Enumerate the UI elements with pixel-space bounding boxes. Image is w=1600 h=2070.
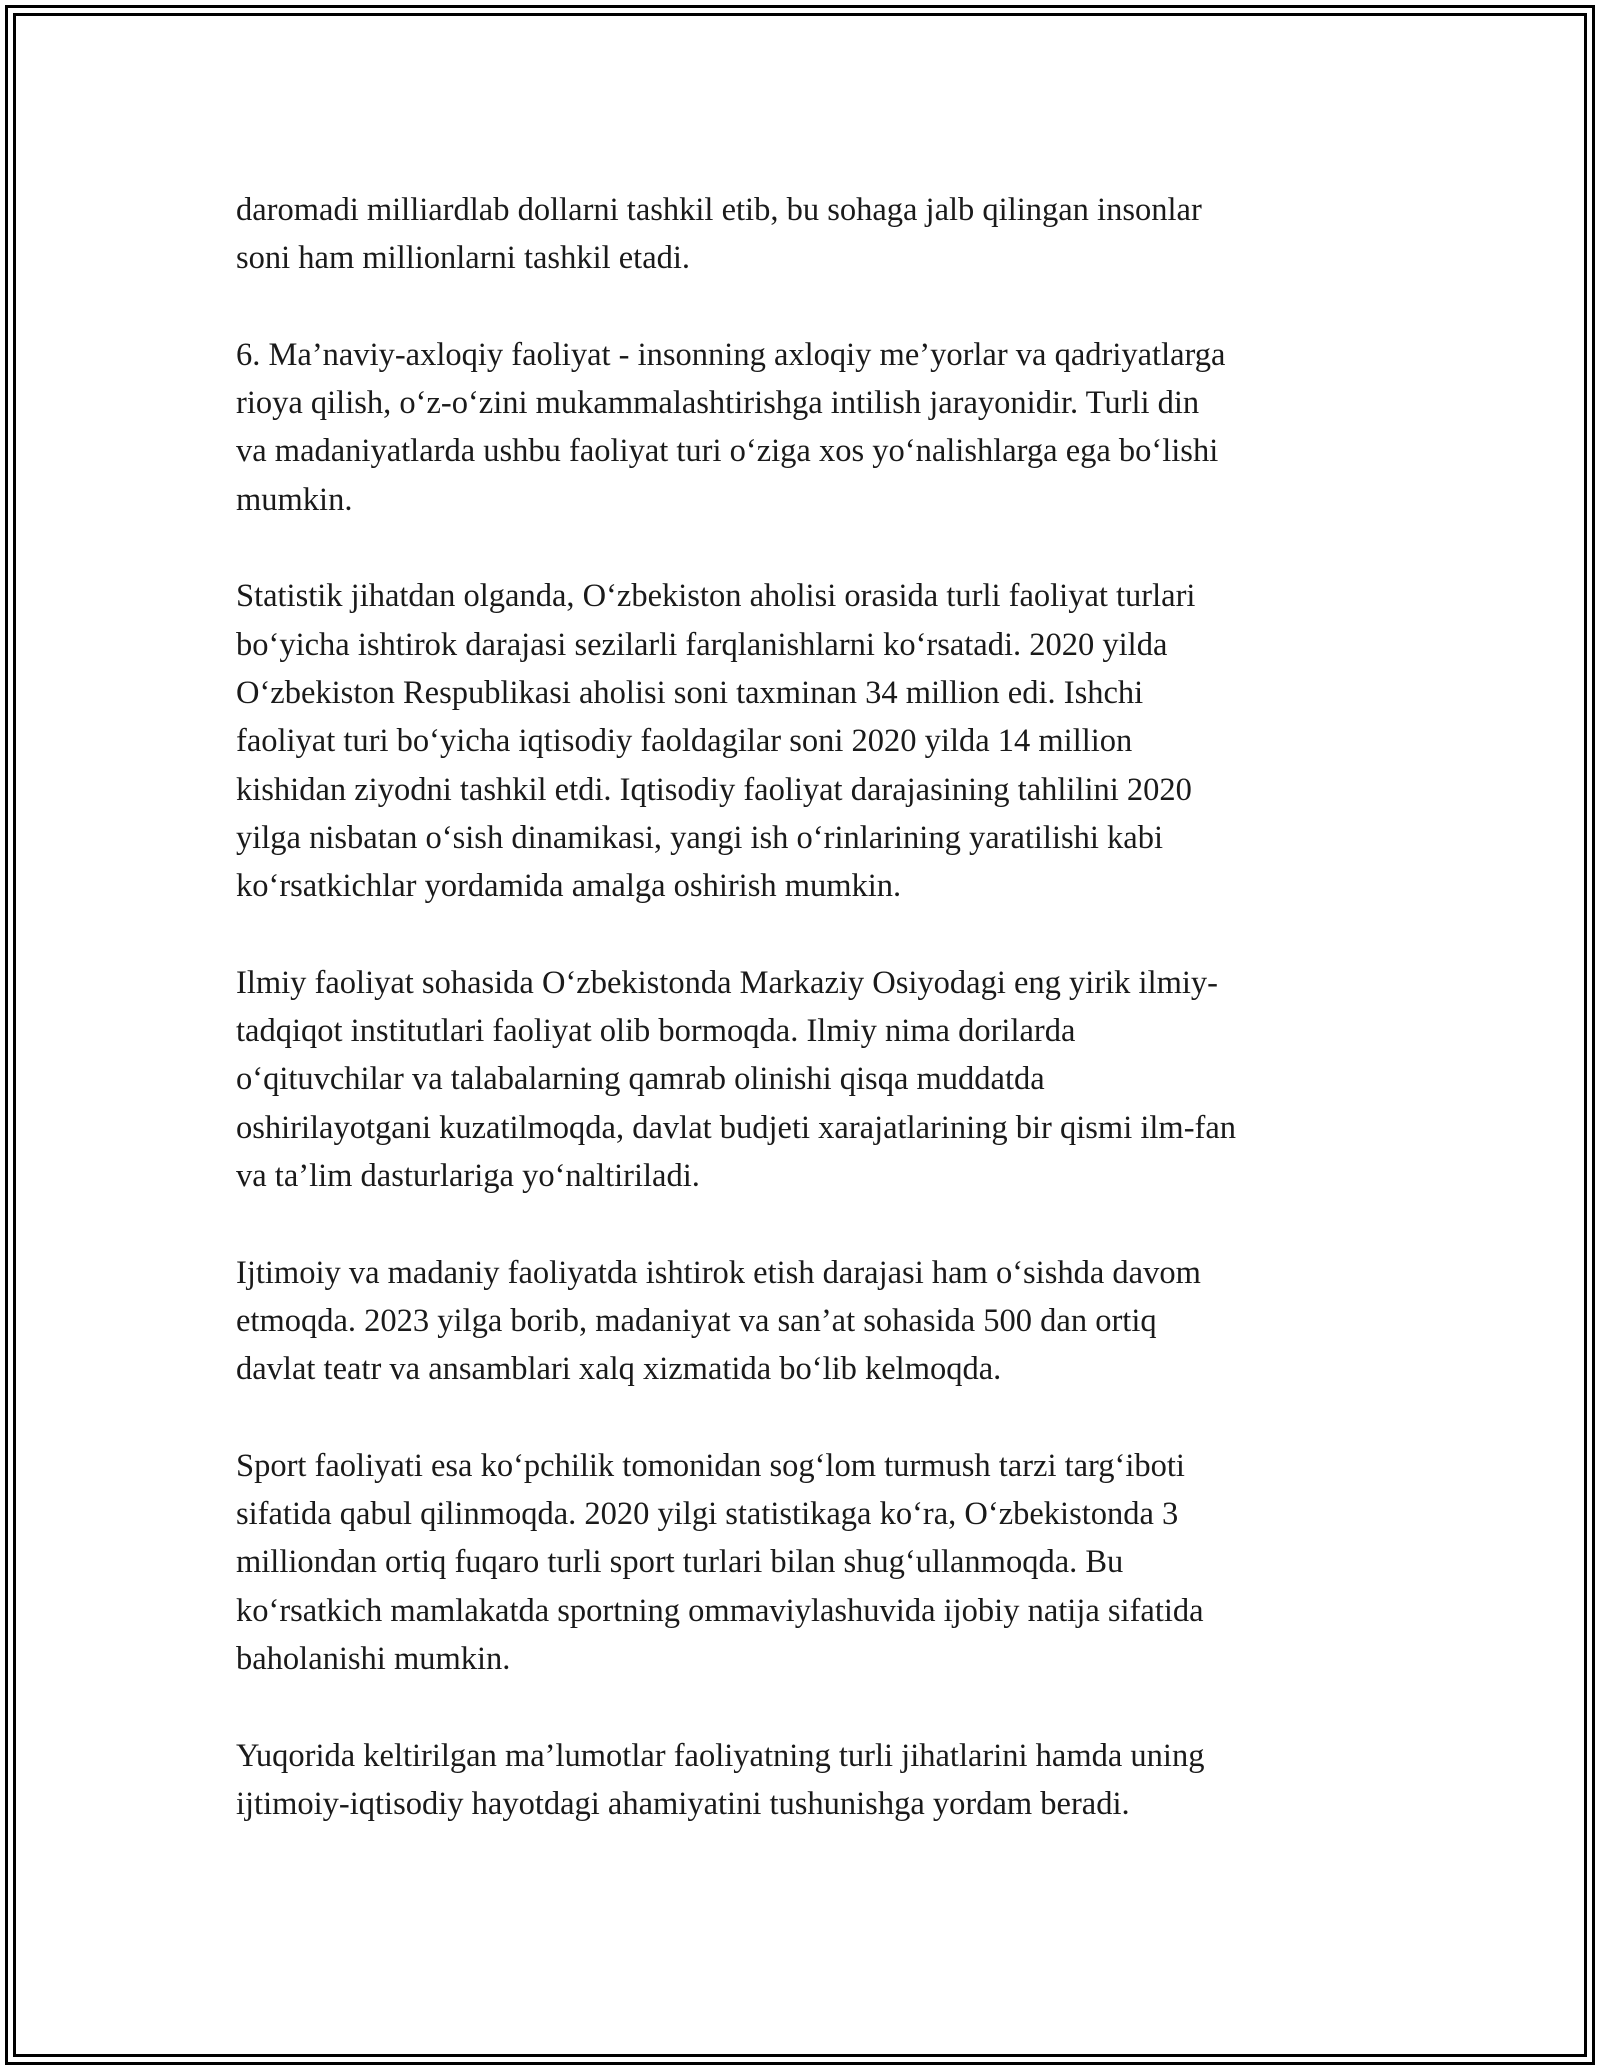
paragraph-sport-activity: Sport faoliyati esa ko‘pchilik tomonidan sog‘lom turmush tarzi targ‘iboti sifatida qabul qilinmoqda. 2020 yilgi statistikaga ko‘ra, O‘zbekistonda 3 milliondan ortiq fuqaro turli sport turlari bilan shug‘ullanmoqda. Bu ko‘rsatkich mamlakatda sportning ommaviylashuvida ijobiy natija sifatida baholanishi mumkin. [236,1447,1204,1677]
paragraph-scientific-activity: Ilmiy faoliyat sohasida O‘zbekistonda Markaziy Osiyodagi eng yirik ilmiy- tadqiqot institutlari faoliyat olib bormoqda. Ilmiy nima dorilarda o‘qituvchilar va talabalarning qamrab olinishi qisqa muddatda oshirilayotgani kuzatilmoqda, davlat budjeti xarajatlarining bir qismi ilm-fan va ta’lim dasturlariga yo‘naltiriladi. [236,964,1237,1194]
paragraph-statistics: Statistik jihatdan olganda, O‘zbekiston aholisi orasida turli faoliyat turlari bo‘yicha ishtirok darajasi sezilarli farqlanishlarni ko‘rsatadi. 2020 yilda O‘zbekiston Respublikasi aholisi soni taxminan 34 million edi. Ishchi faoliyat turi bo‘yicha iqtisodiy faoldagilar soni 2020 yilda 14 million kishidan ziyodni tashkil etdi. Iqtisodiy faoliyat darajasining tahlilini 2020 yilga nisbatan o‘sish dinamikasi, yangi ish o‘rinlarining yaratilishi kabi ko‘rsatkichlar yordamida amalga oshirish mumkin. [236,578,1196,905]
paragraph-conclusion: Yuqorida keltirilgan ma’lumotlar faoliyatning turli jihatlarini hamda uning ijtimoiy-iqtisodiy hayotdagi ahamiyatini tushunishga yordam beradi. [236,1737,1205,1822]
document-body [236,186,1376,1876]
paragraph-tourism-income: daromadi milliardlab dollarni tashkil etib, bu sohaga jalb qilingan insonlar soni ham millionlarni tashkil etadi. [236,192,1202,277]
paragraph-spiritual-activity: 6. Ma’naviy-axloqiy faoliyat - insonning axloqiy me’yorlar va qadriyatlarga rioya qilish, o‘z-o‘zini mukammalashtirishga intilish jarayonidir. Turli din va madaniyatlarda ushbu faoliyat turi o‘ziga xos yo‘nalishlarga ega bo‘lishi mumkin. [236,336,1226,518]
paragraph-social-cultural-activity: Ijtimoiy va madaniy faoliyatda ishtirok etish darajasi ham o‘sishda davom etmoqda. 2023 yilga borib, madaniyat va san’at sohasida 500 dan ortiq davlat teatr va ansamblari xalq xizmatida bo‘lib kelmoqda. [236,1254,1201,1388]
